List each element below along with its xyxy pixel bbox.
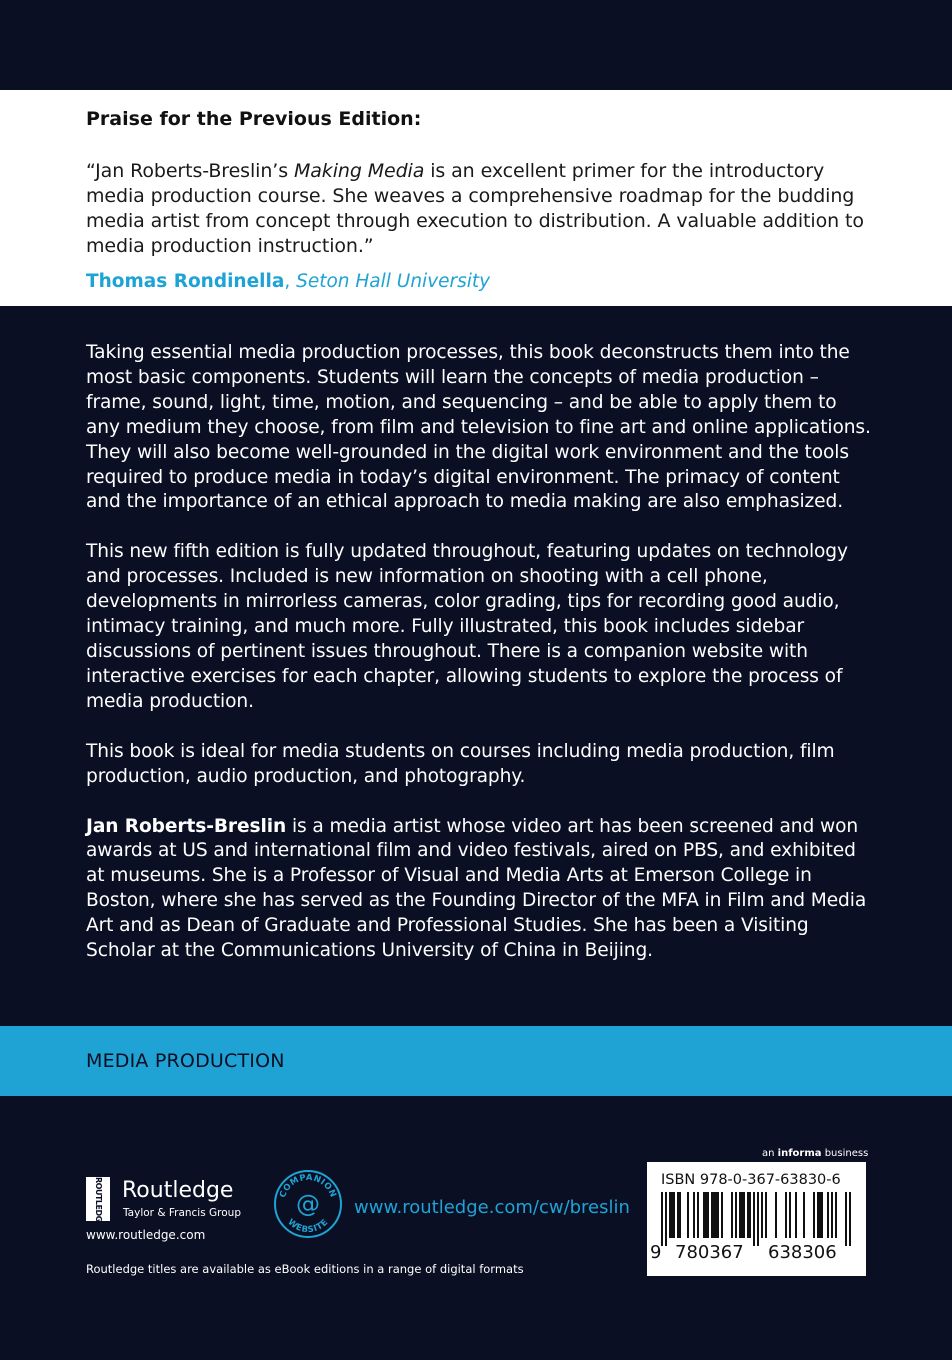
barcode-bar [753,1192,755,1246]
informa-prefix: an [762,1148,778,1159]
barcode-bar [669,1192,671,1238]
publisher-name: Routledge [122,1178,234,1203]
book-description [86,341,876,989]
barcode-bar [679,1192,681,1238]
barcode-first-digit: 9 [650,1242,662,1263]
barcode-bar [757,1192,759,1246]
barcode-bar [721,1192,723,1238]
barcode-bar [739,1192,741,1238]
barcode-bar [697,1192,699,1238]
barcode-bar [661,1192,663,1246]
barcode-bar [845,1192,847,1246]
companion-website-badge-icon [272,1168,344,1240]
barcode-bar [789,1192,791,1238]
quote-book-title: Making Media [293,160,425,182]
barcode-bar [849,1192,851,1246]
barcode-bar [821,1192,823,1238]
barcode-bar [761,1192,763,1238]
barcode-bar [795,1192,797,1238]
author-name: Jan Roberts-Breslin [86,815,287,837]
badge-top-text: COMPANION [278,1172,338,1200]
category-band [0,1026,952,1096]
barcode-bar [703,1192,705,1238]
publisher-url[interactable]: www.routledge.com [86,1228,206,1242]
ebook-footnote: Routledge titles are available as eBook editions in a range of digital formats [86,1262,524,1276]
informa-business-note [762,1148,868,1160]
barcode-bar [827,1192,829,1238]
isbn-label: ISBN 978-0-367-63830-6 [661,1172,841,1188]
author-bio [86,815,876,964]
barcode-bar [705,1192,707,1238]
category-label: MEDIA PRODUCTION [86,1050,285,1072]
barcode-bar [749,1192,751,1238]
barcode-bar [677,1192,679,1238]
barcode-bar [707,1192,709,1238]
barcode-digits [647,1242,866,1264]
barcode-bar [835,1192,837,1238]
barcode-bar [819,1192,821,1238]
barcode-bar [803,1192,805,1238]
badge-at-symbol: @ [296,1190,320,1218]
barcode-bar [735,1192,737,1238]
informa-brand: informa [777,1148,822,1159]
description-paragraph-2: This new fifth edition is fully updated throughout, featuring updates on technology and processes. Included is new information on shooting with a cell phone, developments in mirrorless cameras, color grading, tips for recording good audio, intimacy training, and much more. Fully illustrated, this book includes sidebar discussions of pertinent issues throughout. There is a companion website with interactive exercises for each chapter, allowing students to explore the process of media production. [86,541,848,712]
barcode-bar [711,1192,713,1238]
barcode-bar [785,1192,787,1238]
publisher-group: Taylor & Francis Group [123,1207,241,1219]
barcode-bar [743,1192,745,1238]
isbn-barcode [647,1162,866,1276]
badge-bottom-text: WEBSITE [285,1217,331,1236]
quote-rest: is an excellent primer for the introductory media production course. She weaves a comprehensive roadmap for the budding media artist from concept through execution to distribution. A valuable addition to media production instruction.” [86,160,864,257]
barcode-bar [813,1192,815,1238]
praise-heading: Praise for the Previous Edition: [86,108,422,130]
barcode-bar [717,1192,719,1238]
author-bio-text: is a media artist whose video art has been screened and won awards at US and international film and video festivals, aired on PBS, and exhibited at museums. She is a Professor of Visual and Media Arts at Emerson College in Boston, where she has served as the Founding Director of the MFA in Film and Media Art and as Dean of Graduate and Professional Studies. She has been a Visiting Scholar at the Communications University of China in Beijing. [86,815,867,962]
barcode-bar [747,1192,749,1238]
description-paragraph-3: This book is ideal for media students on courses including media production, film production, audio production, and photography. [86,740,835,787]
attribution-affiliation: Seton Hall University [296,271,491,292]
routledge-logo [86,1177,246,1227]
barcode-bar [731,1192,733,1238]
barcode-bar [693,1192,695,1238]
quote-attribution [86,269,866,295]
barcode-bar [741,1192,743,1238]
barcode-bar [715,1192,717,1238]
praise-quote [86,159,866,259]
barcode-bar [713,1192,715,1238]
barcode-left-group: 780367 [675,1242,744,1263]
barcode-bar [831,1192,833,1238]
barcode-bar [687,1192,689,1238]
top-dark-band [0,0,952,90]
barcode-bar [673,1192,675,1238]
barcode-bars [661,1192,852,1246]
barcode-bar [765,1192,767,1238]
companion-website-url[interactable]: www.routledge.com/cw/breslin [354,1197,630,1218]
barcode-right-group: 638306 [768,1242,837,1263]
barcode-bar [665,1192,667,1246]
barcode-bar [775,1192,777,1238]
praise-panel [0,90,952,306]
barcode-bar [817,1192,819,1238]
barcode-bar [671,1192,673,1238]
attribution-name: Thomas Rondinella [86,271,285,292]
description-paragraph-1: Taking essential media production processes, this book deconstructs them into the most basic components. Students will learn the concepts of media production – frame, sound, light, time, motion, and sequencing – and be able to apply them to any medium they choose, from film and television to fine art and online applications. They will also become well-grounded in the digital work environment and the tools required to produce media in today’s digital environment. The primacy of content and the importance of an ethical approach to media making are also emphasized. [86,342,871,513]
routledge-mark-icon: ROUTLEDGE [86,1177,110,1221]
quote-open: “Jan Roberts-Breslin’s [86,160,294,182]
attribution-separator: , [284,271,297,292]
informa-suffix: business [821,1148,869,1159]
